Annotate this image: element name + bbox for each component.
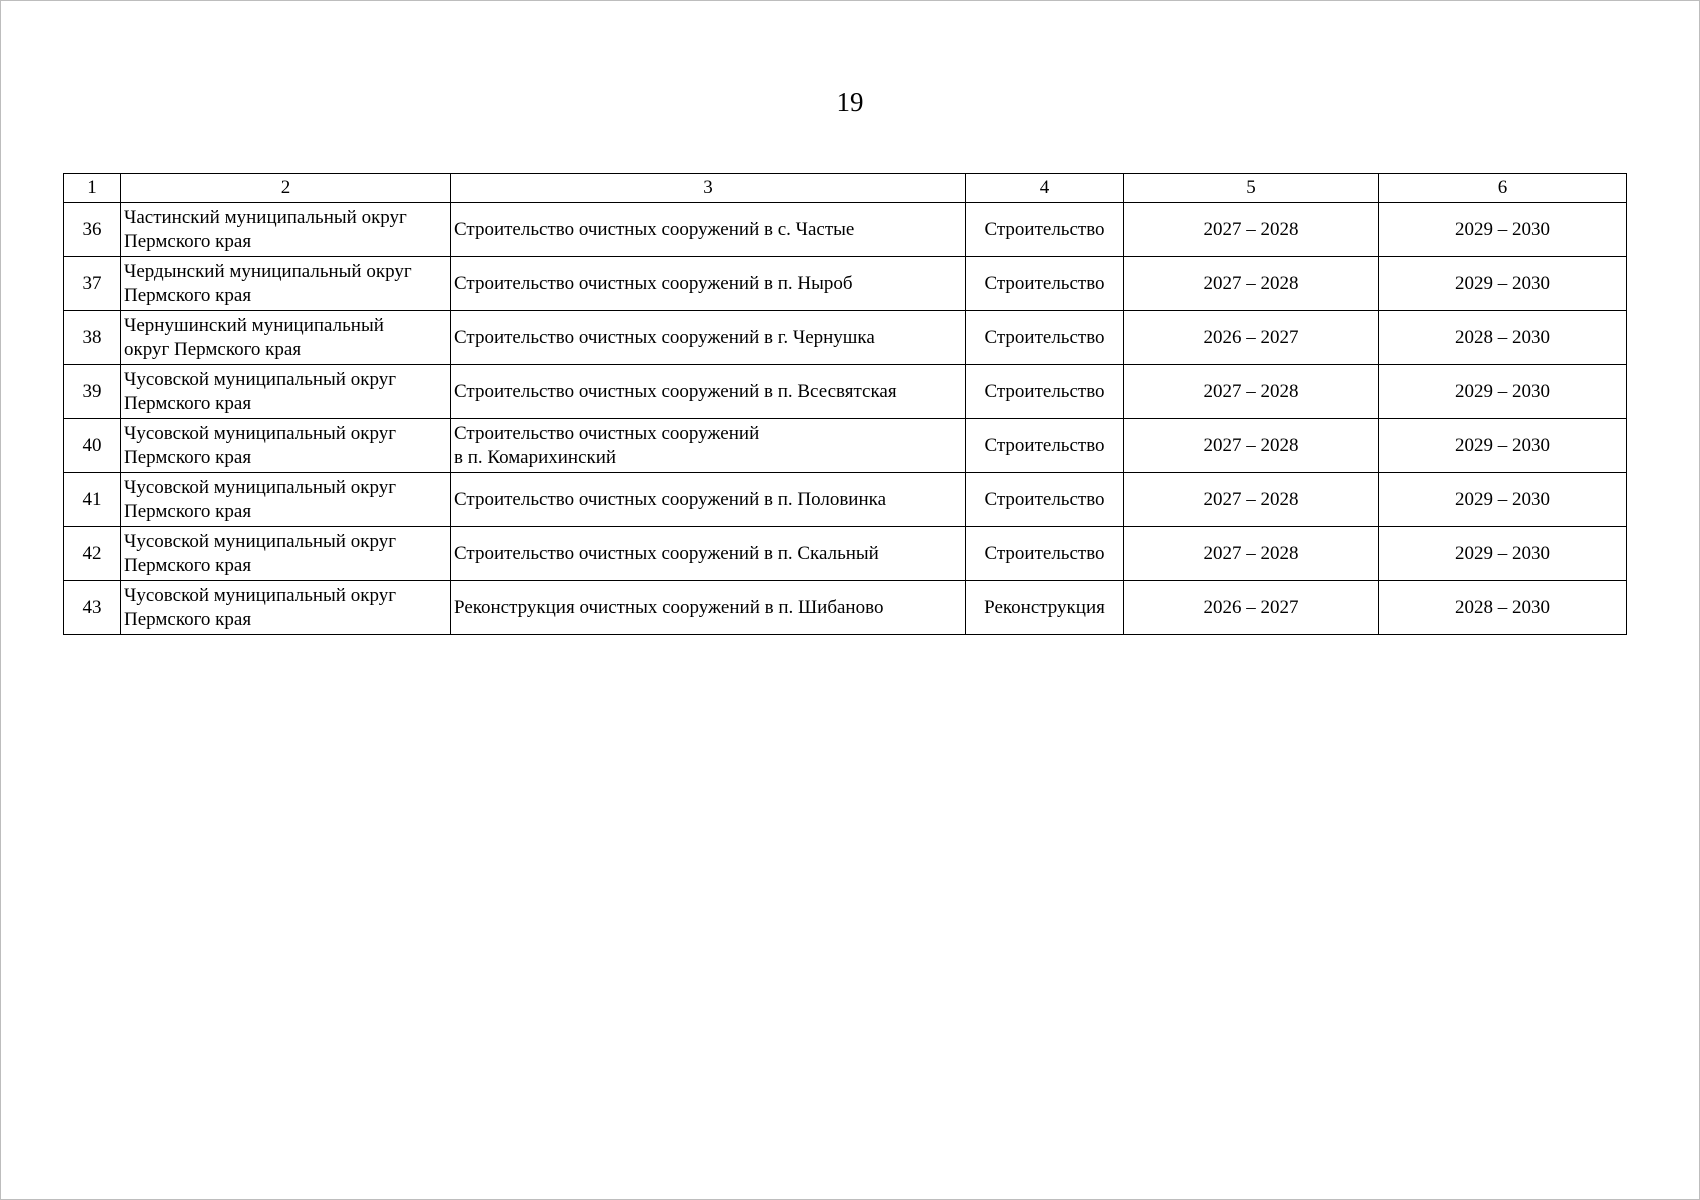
district-line: Чусовской муниципальный округ: [124, 476, 396, 498]
object-line: Строительство очистных сооружений в с. Частые: [454, 218, 855, 240]
district-line: Пермского края: [124, 230, 252, 252]
district-line: Чусовской муниципальный округ: [124, 584, 396, 606]
district-line: Чернушинский муниципальный: [124, 314, 384, 336]
object-cell: [451, 311, 966, 365]
object-cell: [451, 257, 966, 311]
table-row: [64, 311, 1627, 365]
district-line: Частинский муниципальный округ: [124, 206, 407, 228]
page-number: 19: [836, 87, 864, 117]
object-line: Строительство очистных сооружений: [454, 422, 760, 444]
district-line: Пермского края: [124, 554, 252, 576]
row-number-cell: 37: [64, 257, 121, 311]
column-header: 5: [1124, 174, 1379, 203]
build-period-cell: 2029 – 2030: [1379, 473, 1627, 527]
work-type-cell: Строительство: [966, 419, 1124, 473]
table-row: [64, 365, 1627, 419]
district-line: Чусовской муниципальный округ: [124, 530, 396, 552]
work-type-cell: Строительство: [966, 473, 1124, 527]
work-type-cell: Реконструкция: [966, 581, 1124, 635]
row-number-cell: 40: [64, 419, 121, 473]
header-row: [64, 174, 1627, 203]
build-period-cell: 2029 – 2030: [1379, 419, 1627, 473]
row-number-cell: 42: [64, 527, 121, 581]
design-period-cell: 2027 – 2028: [1124, 527, 1379, 581]
table-row: [64, 257, 1627, 311]
object-line: Строительство очистных сооружений в п. Всесвятская: [454, 380, 897, 402]
work-type-cell: Строительство: [966, 527, 1124, 581]
district-cell: [121, 527, 451, 581]
object-cell: [451, 203, 966, 257]
design-period-cell: 2027 – 2028: [1124, 257, 1379, 311]
design-period-cell: 2027 – 2028: [1124, 203, 1379, 257]
object-cell: [451, 365, 966, 419]
work-type-cell: Строительство: [966, 311, 1124, 365]
build-period-cell: 2029 – 2030: [1379, 257, 1627, 311]
district-line: Чердынский муниципальный округ: [124, 260, 412, 282]
design-period-cell: 2027 – 2028: [1124, 473, 1379, 527]
district-line: Пермского края: [124, 392, 252, 414]
district-line: Пермского края: [124, 608, 252, 630]
object-line: в п. Комарихинский: [454, 446, 617, 468]
district-line: Чусовской муниципальный округ: [124, 368, 396, 390]
table-row: [64, 473, 1627, 527]
design-period-cell: 2027 – 2028: [1124, 419, 1379, 473]
district-line: Пермского края: [124, 284, 252, 306]
work-type-cell: Строительство: [966, 203, 1124, 257]
row-number-cell: 38: [64, 311, 121, 365]
object-cell: [451, 473, 966, 527]
object-cell: [451, 581, 966, 635]
district-cell: [121, 365, 451, 419]
column-header: 3: [451, 174, 966, 203]
work-type-cell: Строительство: [966, 257, 1124, 311]
row-number-cell: 36: [64, 203, 121, 257]
table-header: [64, 174, 1627, 203]
column-header: 1: [64, 174, 121, 203]
district-cell: [121, 581, 451, 635]
object-line: Строительство очистных сооружений в г. Чернушка: [454, 326, 875, 348]
district-cell: [121, 311, 451, 365]
district-cell: [121, 203, 451, 257]
object-cell: [451, 419, 966, 473]
object-line: Строительство очистных сооружений в п. Ныроб: [454, 272, 853, 294]
design-period-cell: 2026 – 2027: [1124, 581, 1379, 635]
row-number-cell: 43: [64, 581, 121, 635]
build-period-cell: 2029 – 2030: [1379, 365, 1627, 419]
object-cell: [451, 527, 966, 581]
object-line: Реконструкция очистных сооружений в п. Шибаново: [454, 596, 884, 618]
district-line: Пермского края: [124, 446, 252, 468]
row-number-cell: 41: [64, 473, 121, 527]
build-period-cell: 2029 – 2030: [1379, 527, 1627, 581]
district-cell: [121, 473, 451, 527]
object-line: Строительство очистных сооружений в п. Половинка: [454, 488, 887, 510]
district-line: округ Пермского края: [124, 338, 302, 360]
table-row: [64, 527, 1627, 581]
column-header: 2: [121, 174, 451, 203]
table-row: [64, 581, 1627, 635]
table-row: [64, 419, 1627, 473]
district-cell: [121, 257, 451, 311]
object-line: Строительство очистных сооружений в п. Скальный: [454, 542, 879, 564]
build-period-cell: 2029 – 2030: [1379, 203, 1627, 257]
build-period-cell: 2028 – 2030: [1379, 311, 1627, 365]
district-line: Пермского края: [124, 500, 252, 522]
district-line: Чусовской муниципальный округ: [124, 422, 396, 444]
data-table: [63, 173, 1627, 635]
design-period-cell: 2027 – 2028: [1124, 365, 1379, 419]
design-period-cell: 2026 – 2027: [1124, 311, 1379, 365]
row-number-cell: 39: [64, 365, 121, 419]
column-header: 6: [1379, 174, 1627, 203]
district-cell: [121, 419, 451, 473]
work-type-cell: Строительство: [966, 365, 1124, 419]
table-body: [64, 203, 1627, 635]
build-period-cell: 2028 – 2030: [1379, 581, 1627, 635]
table-row: [64, 203, 1627, 257]
column-header: 4: [966, 174, 1124, 203]
